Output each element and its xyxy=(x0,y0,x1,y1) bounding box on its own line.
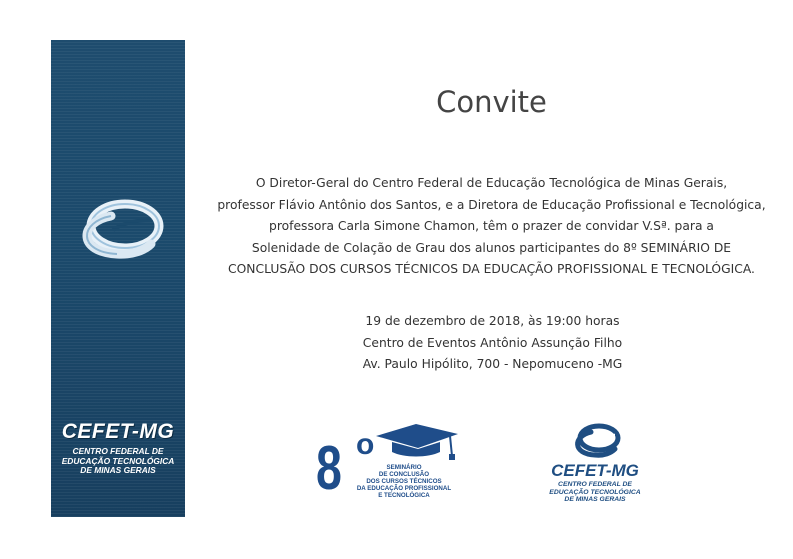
invitation-text xyxy=(200,173,783,281)
cefet-swoosh-icon xyxy=(73,198,165,266)
seminar-logo-line: E TECNOLÓGICA xyxy=(378,492,430,499)
event-details xyxy=(290,311,695,376)
seminar-logo-line: SEMINÁRIO xyxy=(386,464,422,471)
seminar-ordinal: o xyxy=(356,428,375,461)
graduation-cap-icon xyxy=(370,422,460,462)
seminar-number: 8 xyxy=(316,434,342,503)
invitation-title: Convite xyxy=(436,85,547,119)
banner-line: EDUCAÇÃO TECNOLÓGICA xyxy=(61,455,175,466)
seminar-logo-line: DA EDUCAÇÃO PROFISSIONAL xyxy=(356,485,452,492)
banner-line: CENTRO FEDERAL DE xyxy=(72,446,164,456)
event-address: Av. Paulo Hipólito, 700 - Nepomuceno -MG xyxy=(362,357,623,371)
seminar-logo xyxy=(312,422,462,506)
banner-brand: CEFET-MG xyxy=(61,420,175,443)
text-line: professora Carla Simone Chamon, têm o prazer de convidar V.Sª. para a xyxy=(269,219,714,233)
banner-institution-name xyxy=(51,447,185,476)
cefet-line: DE MINAS GERAIS xyxy=(564,496,626,504)
cefet-line: EDUCAÇÃO TECNOLÓGICA xyxy=(549,488,641,496)
seminar-logo-line: DOS CURSOS TÉCNICOS xyxy=(366,478,442,485)
event-datetime: 19 de dezembro de 2018, às 19:00 horas xyxy=(365,314,620,328)
cefet-swoosh-icon xyxy=(569,422,621,462)
text-line: CONCLUSÃO DOS CURSOS TÉCNICOS DA EDUCAÇÃO PROFISSIONAL E TECNOLÓGICA. xyxy=(228,262,755,276)
seminar-logo-line: DE CONCLUSÃO xyxy=(378,471,430,478)
cefet-logo xyxy=(545,420,645,510)
cefet-institution-name xyxy=(545,481,645,504)
text-line: professor Flávio Antônio dos Santos, e a Diretora de Educação Profissional e Tecnológica, xyxy=(217,197,766,212)
seminar-logo-text xyxy=(348,464,460,499)
event-venue: Centro de Eventos Antônio Assunção Filho xyxy=(362,335,623,350)
text-line: Solenidade de Colação de Grau dos alunos participantes do 8º SEMINÁRIO DE xyxy=(251,240,732,255)
text-line: O Diretor-Geral do Centro Federal de Educação Tecnológica de Minas Gerais, xyxy=(255,176,728,190)
cefet-brand: CEFET-MG xyxy=(551,461,639,480)
side-banner xyxy=(51,40,185,517)
banner-line: DE MINAS GERAIS xyxy=(80,465,156,475)
cefet-line: CENTRO FEDERAL DE xyxy=(558,481,632,488)
